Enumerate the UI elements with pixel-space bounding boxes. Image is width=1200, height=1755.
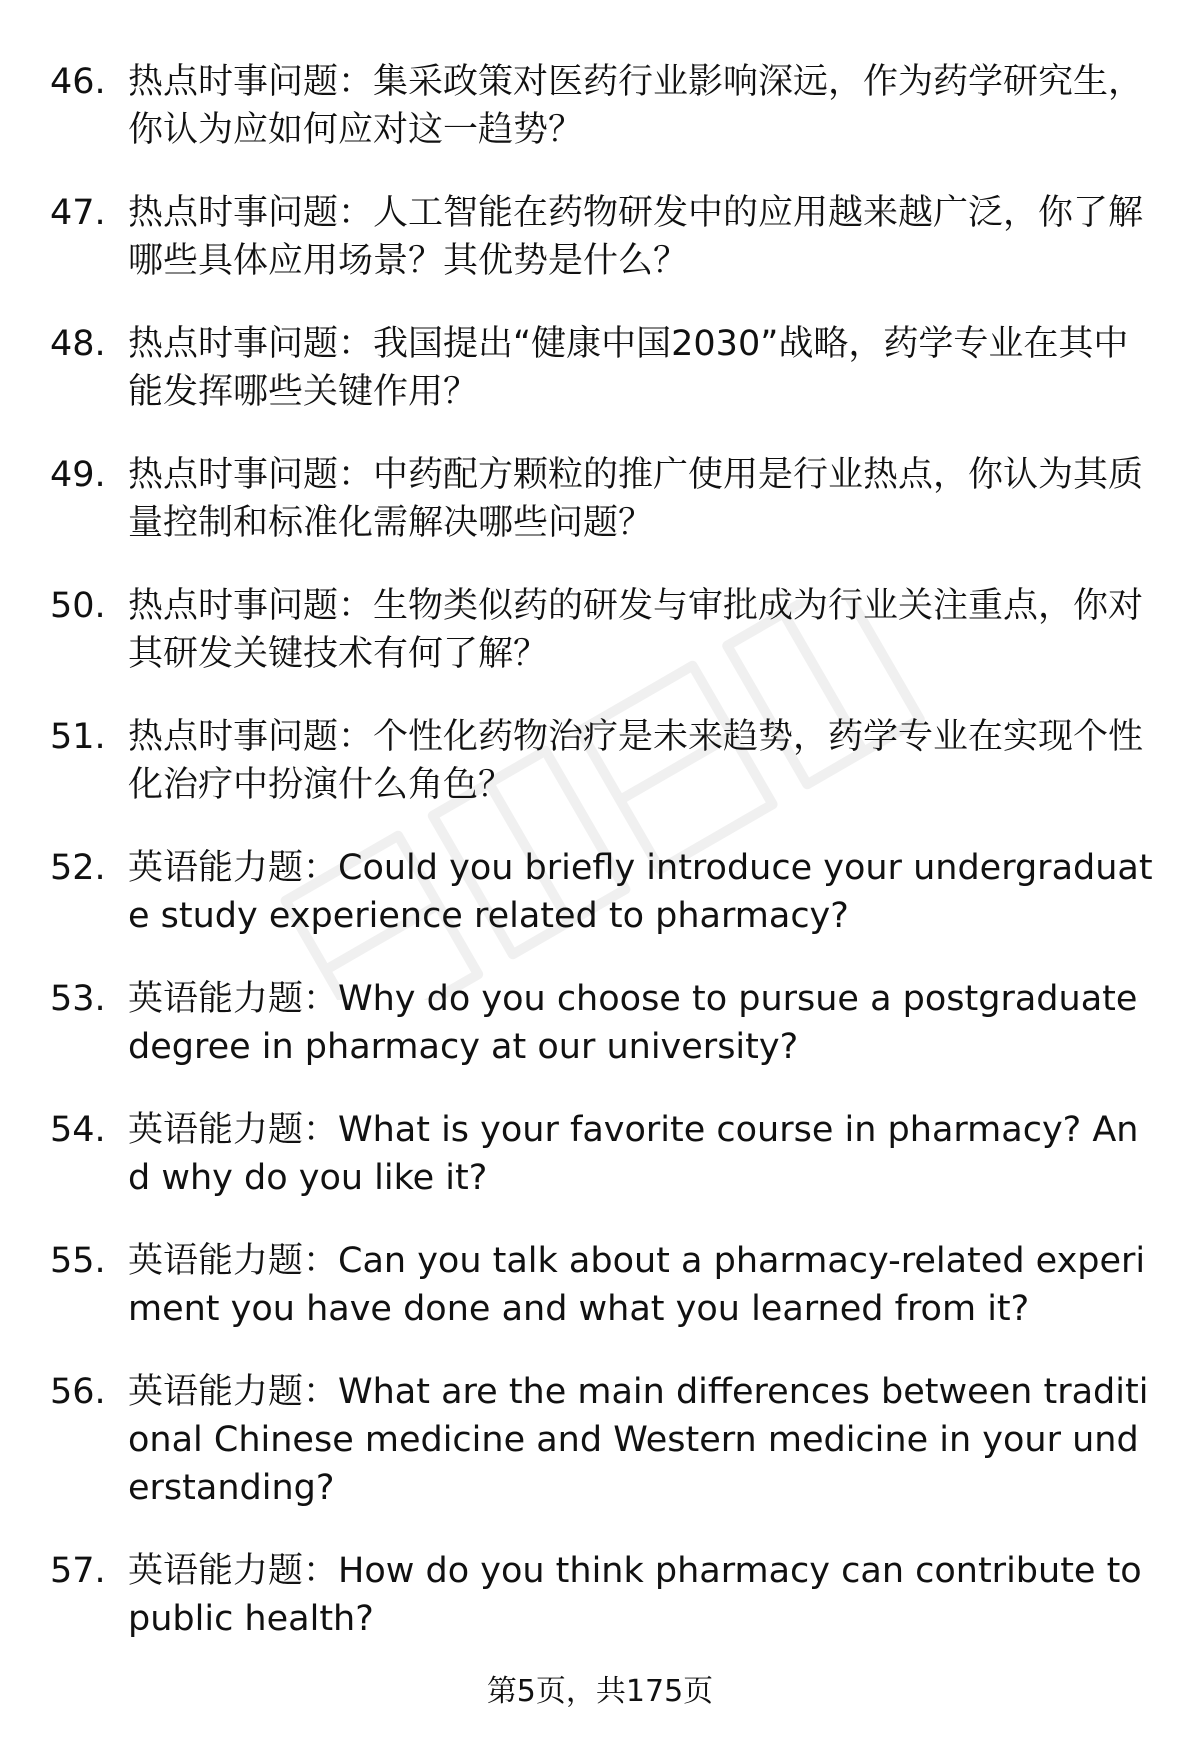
question-number: 54.	[50, 1110, 106, 1150]
question-number: 46.	[50, 62, 106, 102]
question-text: 热点时事问题：我国提出“健康中国2030”战略，药学专业在其中能发挥哪些关键作用？	[128, 324, 1129, 412]
question-number: 57.	[50, 1551, 106, 1591]
question-number: 50.	[50, 586, 106, 626]
question-number: 52.	[50, 848, 106, 888]
question-text: 英语能力题：How do you think pharmacy can contribute to public health?	[128, 1551, 1142, 1639]
question-item	[50, 189, 1160, 285]
question-item	[50, 1106, 1160, 1202]
question-item	[50, 1547, 1160, 1643]
question-item	[50, 320, 1160, 416]
question-number: 48.	[50, 324, 106, 364]
page-number-footer: 第5页，共175页	[486, 1674, 714, 1709]
question-text: 英语能力题：What are the main differences between traditional Chinese medicine and Western medicine in your understanding?	[128, 1372, 1149, 1508]
question-item	[50, 451, 1160, 547]
question-text: 英语能力题：What is your favorite course in pharmacy? And why do you like it?	[128, 1110, 1139, 1198]
question-number: 55.	[50, 1241, 106, 1281]
question-item	[50, 844, 1160, 940]
question-item	[50, 58, 1160, 154]
question-number: 49.	[50, 455, 106, 495]
question-item	[50, 582, 1160, 678]
question-text: 热点时事问题：人工智能在药物研发中的应用越来越广泛，你了解哪些具体应用场景？其优势是什么？	[128, 193, 1144, 281]
question-item	[50, 713, 1160, 809]
question-text: 英语能力题：Why do you choose to pursue a postgraduate degree in pharmacy at our university?	[128, 979, 1138, 1067]
question-item	[50, 1368, 1160, 1512]
question-number: 56.	[50, 1372, 106, 1412]
question-text: 热点时事问题：中药配方颗粒的推广使用是行业热点，你认为其质量控制和标准化需解决哪些问题？	[128, 455, 1144, 543]
question-text: 英语能力题：Could you briefly introduce your undergraduate study experience related to pharmacy?	[128, 848, 1153, 936]
question-list	[50, 58, 1160, 1678]
question-number: 51.	[50, 717, 106, 757]
question-item	[50, 1237, 1160, 1333]
question-text: 热点时事问题：生物类似药的研发与审批成为行业关注重点，你对其研发关键技术有何了解？	[128, 586, 1144, 674]
question-text: 英语能力题：Can you talk about a pharmacy-related experiment you have done and what you learned from it?	[128, 1241, 1146, 1329]
question-text: 热点时事问题：个性化药物治疗是未来趋势，药学专业在实现个性化治疗中扮演什么角色？	[128, 717, 1144, 805]
question-text: 热点时事问题：集采政策对医药行业影响深远，作为药学研究生，你认为应如何应对这一趋势？	[128, 62, 1144, 150]
question-number: 47.	[50, 193, 106, 233]
question-item	[50, 975, 1160, 1071]
question-number: 53.	[50, 979, 106, 1019]
